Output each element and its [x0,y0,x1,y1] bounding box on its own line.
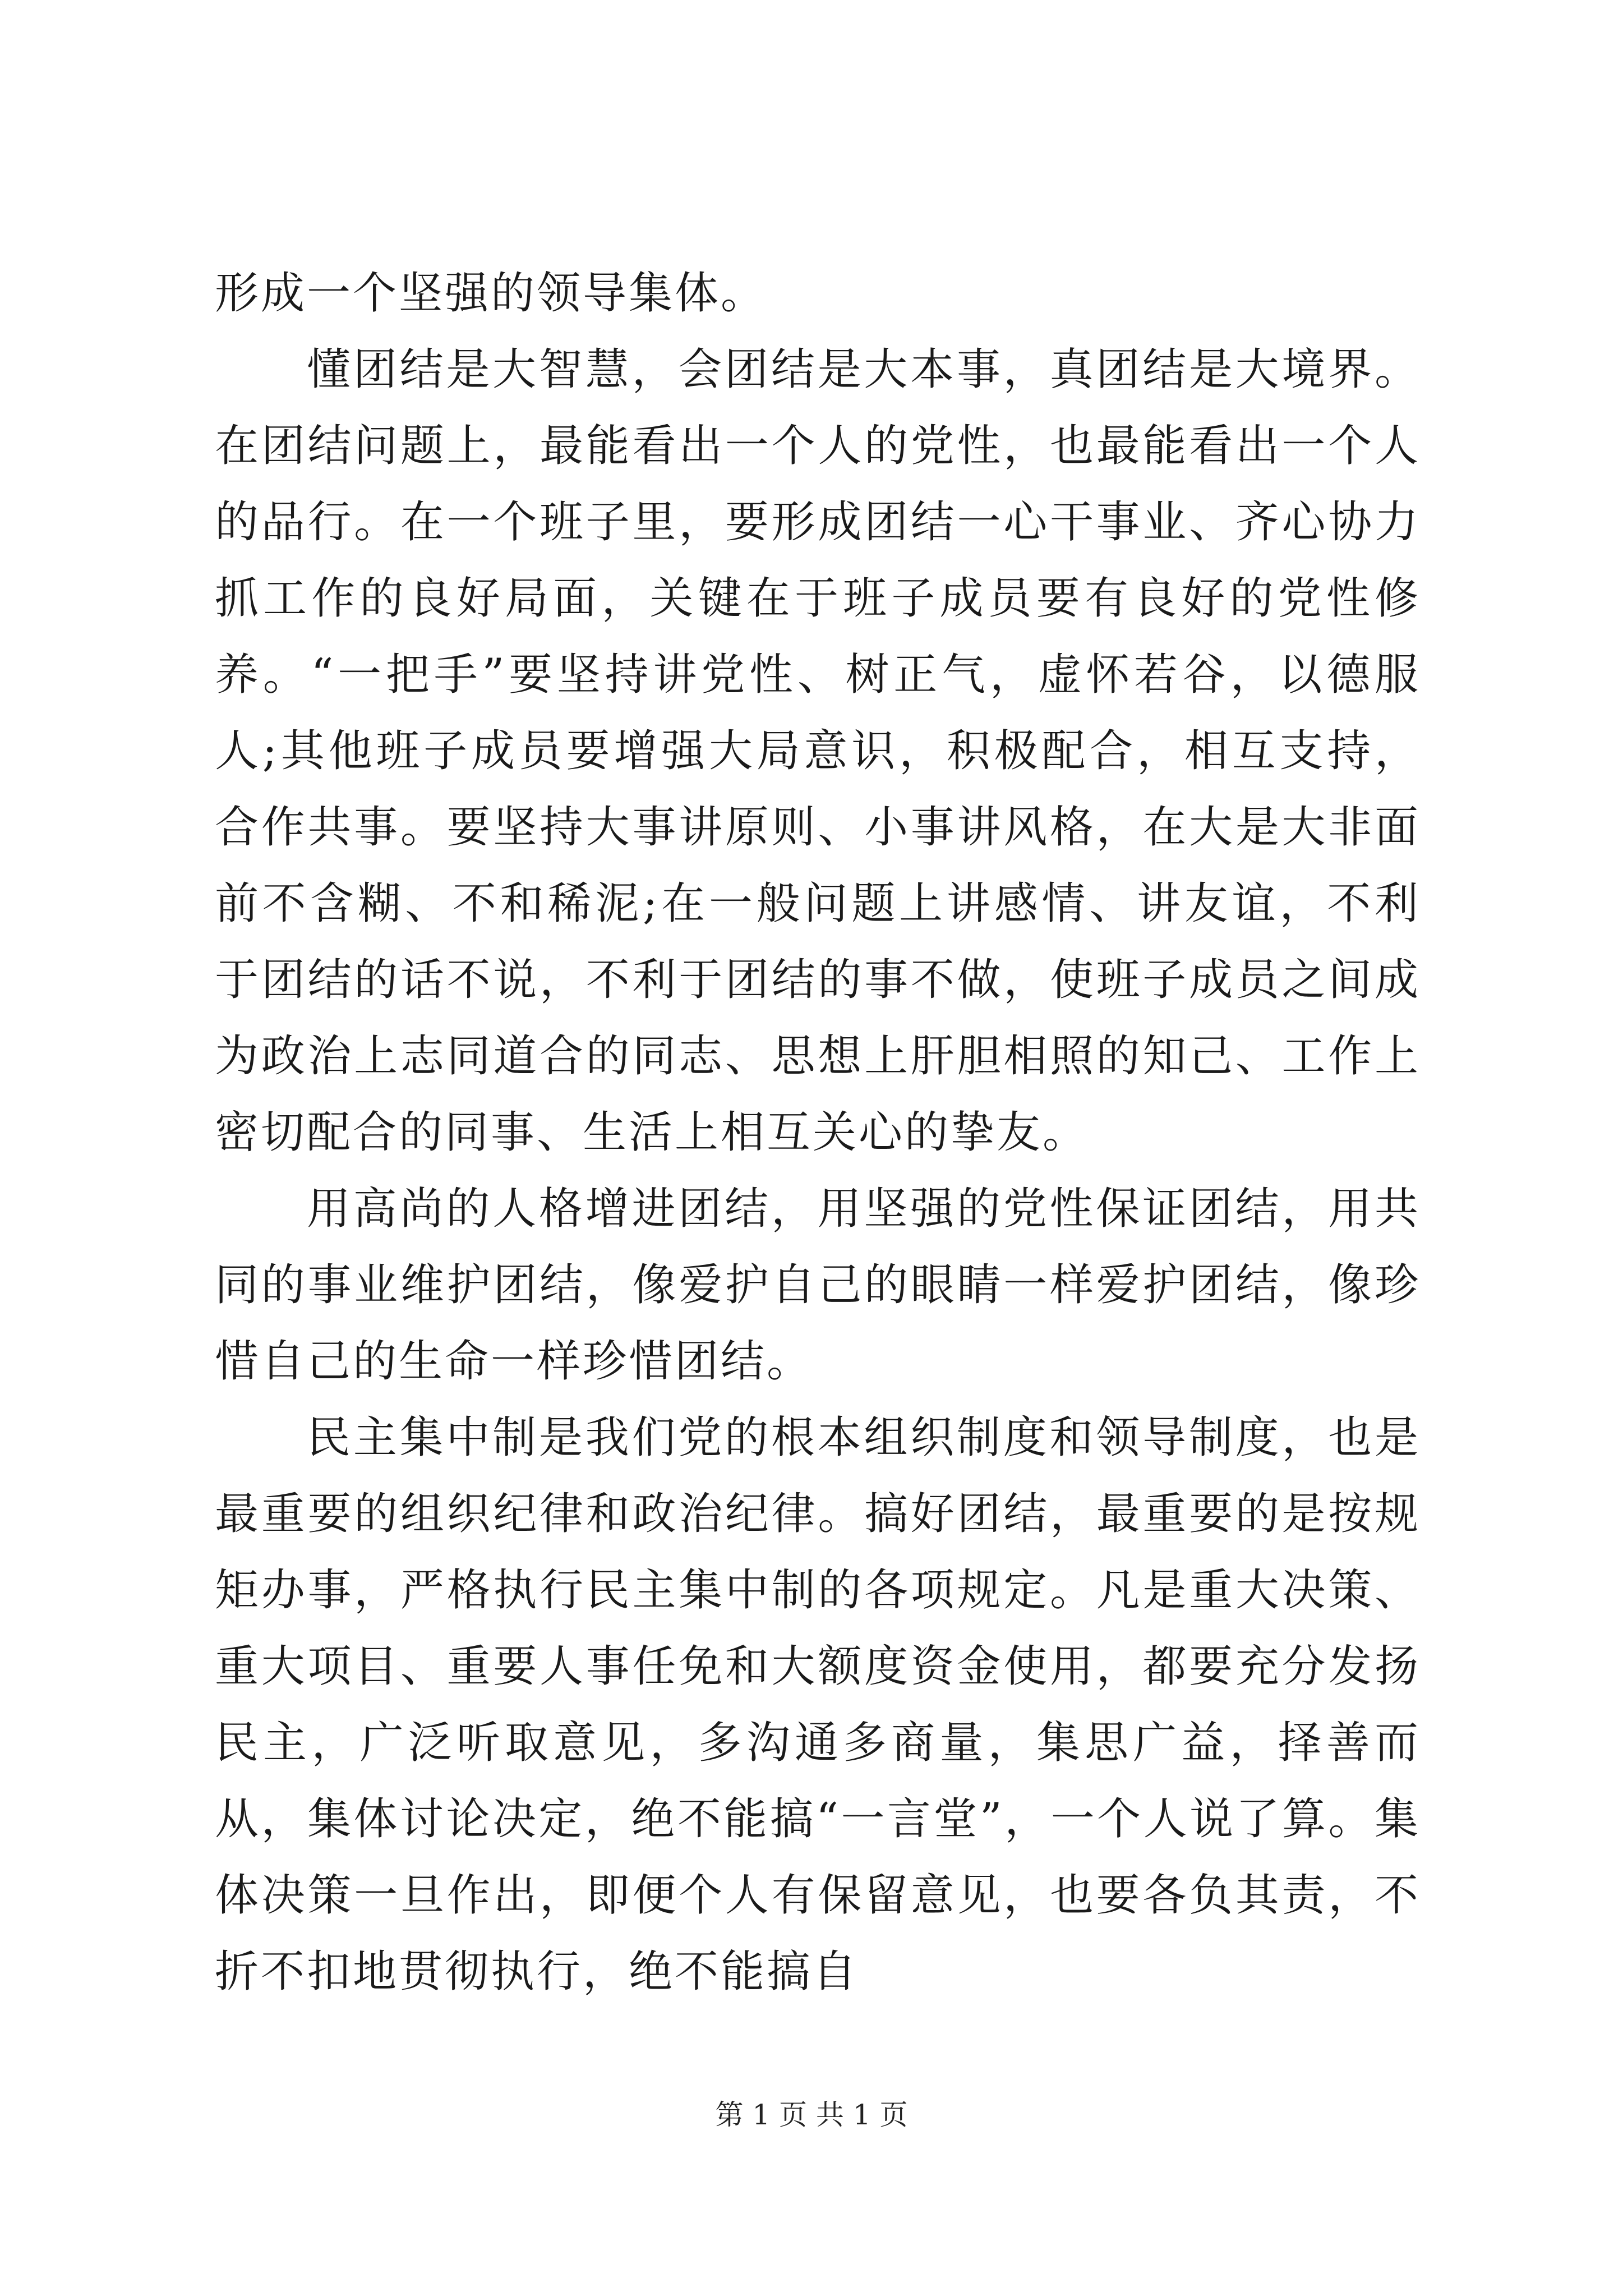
document-body [215,255,1421,2010]
page-footer: 第 1 页 共 1 页 [715,2099,908,2131]
paragraph-1: 形成一个坚强的领导集体。 [215,268,767,319]
paragraph-2: 懂团结是大智慧，会团结是大本事，真团结是大境界。在团结问题上，最能看出一个人的党性，也最能看出一个人的品行。在一个班子里，要形成团结一心干事业、齐心协力抓工作的良好局面，关键在于班子成员要有良好的党性修养。“一把手”要坚持讲党性、树正气，虚怀若谷，以德服人;其他班子成员要增强大局意识，积极配合，相互支持，合作共事。要坚持大事讲原则、小事讲风格，在大是大非面前不含糊、不和稀泥;在一般问题上讲感情、讲友谊，不利于团结的话不说，不利于团结的事不做，使班子成员之间成为政治上志同道合的同志、思想上肝胆相照的知己、工作上密切配合的同事、生活上相互关心的挚友。 [215,344,1421,1158]
paragraph-3: 用高尚的人格增进团结，用坚强的党性保证团结，用共同的事业维护团结，像爱护自己的眼睛一样爱护团结，像珍惜自己的生命一样珍惜团结。 [215,1184,1421,1387]
paragraph-4: 民主集中制是我们党的根本组织制度和领导制度，也是最重要的组织纪律和政治纪律。搞好团结，最重要的是按规矩办事，严格执行民主集中制的各项规定。凡是重大决策、重大项目、重要人事任免和大额度资金使用，都要充分发扬民主，广泛听取意见，多沟通多商量，集思广益，择善而从，集体讨论决定，绝不能搞“一言堂”，一个人说了算。集体决策一旦作出，即便个人有保留意见，也要各负其责，不折不扣地贯彻执行，绝不能搞自 [215,1412,1421,1997]
